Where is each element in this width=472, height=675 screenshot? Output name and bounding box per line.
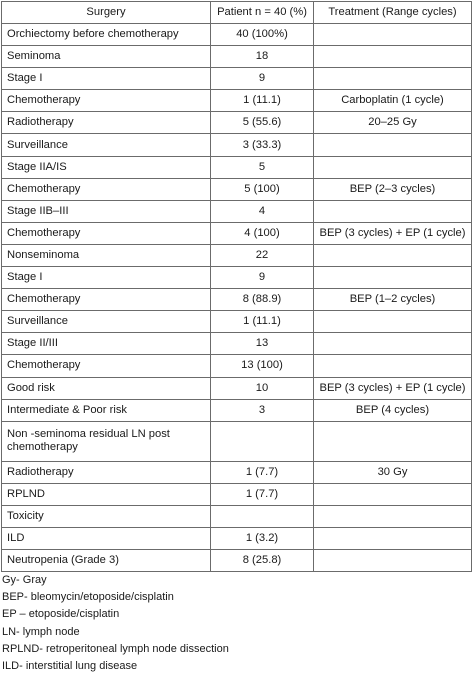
cell-treatment: BEP (4 cycles) <box>314 399 472 421</box>
cell-patient-count: 8 (25.8) <box>211 550 314 572</box>
cell-treatment: BEP (3 cycles) + EP (1 cycle) <box>314 377 472 399</box>
cell-patient-count: 1 (11.1) <box>211 90 314 112</box>
cell-category: Stage II/III <box>2 333 211 355</box>
table-row <box>2 377 472 399</box>
table-row <box>2 90 472 112</box>
cell-treatment <box>314 483 472 505</box>
cell-treatment <box>314 550 472 572</box>
table-body <box>2 24 472 572</box>
table-row <box>2 134 472 156</box>
cell-treatment <box>314 68 472 90</box>
cell-treatment <box>314 46 472 68</box>
table-row <box>2 527 472 549</box>
footnote: BEP- bleomycin/etoposide/cisplatin <box>2 591 174 604</box>
header-patient-count: Patient n = 40 (%) <box>211 2 314 24</box>
cell-treatment <box>314 333 472 355</box>
cell-category: Chemotherapy <box>2 289 211 311</box>
footnote: ILD- interstitial lung disease <box>2 660 138 673</box>
cell-treatment: BEP (3 cycles) + EP (1 cycle) <box>314 222 472 244</box>
cell-category: Radiotherapy <box>2 112 211 134</box>
footnotes <box>2 572 229 675</box>
table-row <box>2 200 472 222</box>
footnote: EP – etoposide/cisplatin <box>2 608 120 621</box>
table-row <box>2 461 472 483</box>
cell-category: Seminoma <box>2 46 211 68</box>
cell-category: Intermediate & Poor risk <box>2 399 211 421</box>
table-row <box>2 311 472 333</box>
table-row <box>2 68 472 90</box>
table-row <box>2 355 472 377</box>
cell-category: Good risk <box>2 377 211 399</box>
cell-category: Chemotherapy <box>2 355 211 377</box>
cell-patient-count: 13 (100) <box>211 355 314 377</box>
cell-category: Orchiectomy before chemotherapy <box>2 24 211 46</box>
cell-patient-count: 13 <box>211 333 314 355</box>
footnote: LN- lymph node <box>2 625 80 638</box>
cell-treatment <box>314 267 472 289</box>
table-row <box>2 333 472 355</box>
cell-category: RPLND <box>2 483 211 505</box>
table-row <box>2 222 472 244</box>
cell-patient-count: 40 (100%) <box>211 24 314 46</box>
cell-patient-count: 22 <box>211 244 314 266</box>
cell-patient-count: 9 <box>211 267 314 289</box>
cell-patient-count: 3 <box>211 399 314 421</box>
cell-category: Chemotherapy <box>2 90 211 112</box>
cell-category: Neutropenia (Grade 3) <box>2 550 211 572</box>
cell-treatment <box>314 244 472 266</box>
cell-patient-count: 5 (55.6) <box>211 112 314 134</box>
table-row <box>2 289 472 311</box>
cell-category: Chemotherapy <box>2 222 211 244</box>
cell-category: Chemotherapy <box>2 178 211 200</box>
cell-patient-count: 1 (11.1) <box>211 311 314 333</box>
cell-treatment <box>314 311 472 333</box>
table-header-row <box>2 2 472 24</box>
cell-treatment <box>314 505 472 527</box>
header-surgery: Surgery <box>2 2 211 24</box>
cell-category: ILD <box>2 527 211 549</box>
table-row <box>2 112 472 134</box>
cell-category: Radiotherapy <box>2 461 211 483</box>
table-row <box>2 178 472 200</box>
cell-treatment: Carboplatin (1 cycle) <box>314 90 472 112</box>
cell-patient-count: 4 (100) <box>211 222 314 244</box>
cell-category: Stage I <box>2 68 211 90</box>
cell-treatment <box>314 134 472 156</box>
cell-treatment <box>314 200 472 222</box>
footnote: RPLND- retroperitoneal lymph node dissection <box>2 642 229 655</box>
table-row <box>2 421 472 461</box>
cell-patient-count: 1 (7.7) <box>211 461 314 483</box>
table-row <box>2 46 472 68</box>
table-row <box>2 244 472 266</box>
cell-treatment: 20–25 Gy <box>314 112 472 134</box>
cell-category: Nonseminoma <box>2 244 211 266</box>
footnote: Gy- Gray <box>2 574 47 586</box>
cell-treatment <box>314 156 472 178</box>
cell-category: Toxicity <box>2 505 211 527</box>
table-row <box>2 24 472 46</box>
cell-patient-count: 8 (88.9) <box>211 289 314 311</box>
cell-patient-count: 18 <box>211 46 314 68</box>
cell-treatment <box>314 421 472 461</box>
table-row <box>2 483 472 505</box>
table-row <box>2 267 472 289</box>
cell-patient-count <box>211 421 314 461</box>
header-treatment: Treatment (Range cycles) <box>314 2 472 24</box>
cell-patient-count: 3 (33.3) <box>211 134 314 156</box>
cell-category: Stage IIA/IS <box>2 156 211 178</box>
cell-patient-count: 5 (100) <box>211 178 314 200</box>
cell-treatment <box>314 527 472 549</box>
cell-treatment: BEP (1–2 cycles) <box>314 289 472 311</box>
table-row <box>2 399 472 421</box>
cell-patient-count: 1 (3.2) <box>211 527 314 549</box>
cell-category: Stage I <box>2 267 211 289</box>
cell-treatment: 30 Gy <box>314 461 472 483</box>
table-row <box>2 505 472 527</box>
treatment-table <box>1 1 472 572</box>
cell-patient-count: 5 <box>211 156 314 178</box>
cell-treatment: BEP (2–3 cycles) <box>314 178 472 200</box>
cell-category: Surveillance <box>2 134 211 156</box>
cell-patient-count: 4 <box>211 200 314 222</box>
cell-treatment <box>314 24 472 46</box>
cell-category: Non -seminoma residual LN post chemotherapy <box>2 421 211 461</box>
cell-patient-count: 1 (7.7) <box>211 483 314 505</box>
cell-category: Stage IIB–III <box>2 200 211 222</box>
cell-category: Surveillance <box>2 311 211 333</box>
cell-patient-count: 10 <box>211 377 314 399</box>
cell-patient-count <box>211 505 314 527</box>
cell-treatment <box>314 355 472 377</box>
table-row <box>2 550 472 572</box>
cell-patient-count: 9 <box>211 68 314 90</box>
table-row <box>2 156 472 178</box>
